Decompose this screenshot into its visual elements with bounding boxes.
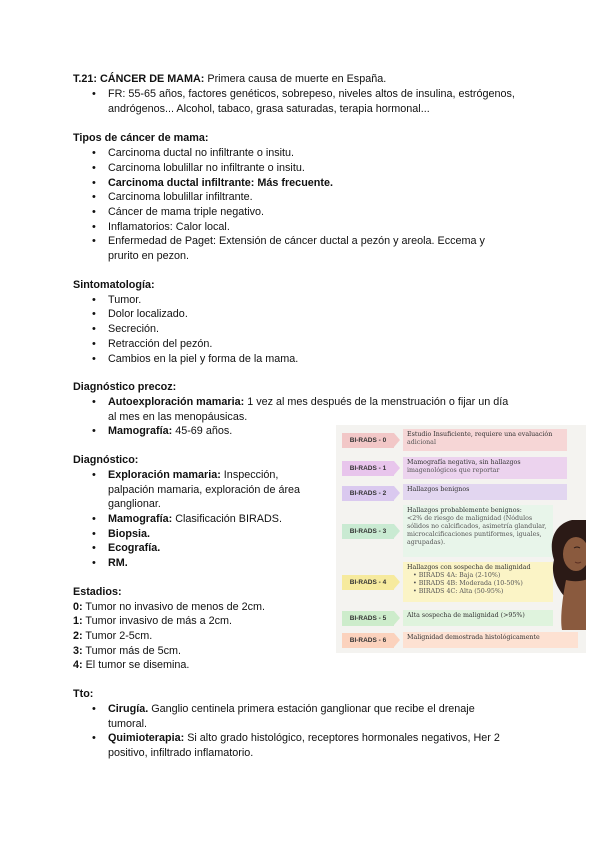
list-item-cont: palpación mamaria, exploración de área — [108, 484, 301, 496]
birads-tag-6: BI-RADS - 6 — [342, 633, 394, 648]
list-item: Ecografía. — [108, 542, 161, 554]
list-item: Secreción. — [108, 323, 160, 335]
section-heading-sintomatologia: Sintomatología: — [73, 279, 155, 291]
list-item-cont: tumoral. — [108, 718, 148, 730]
birads-box-5: Alta sospecha de malignidad (>95%) — [403, 610, 553, 626]
stage-item: 3: Tumor más de 5cm. — [73, 645, 182, 657]
birads-tag-1: BI-RADS - 1 — [342, 461, 394, 476]
list-item: Tumor. — [108, 294, 142, 306]
birads-box-0: Estudio Insuficiente, requiere una evaluación adicional — [403, 429, 567, 451]
section-heading-estadios: Estadios: — [73, 586, 122, 598]
section-heading-tto: Tto: — [73, 688, 94, 700]
list-item: Quimioterapia: Si alto grado histológico, receptores hormonales negativos, Her 2 — [108, 732, 500, 744]
list-item: Carcinoma lobulillar infiltrante. — [108, 191, 253, 203]
list-item: Mamografía: 45-69 años. — [108, 425, 233, 437]
list-item: Exploración mamaria: Inspección, — [108, 469, 279, 481]
birads-infographic — [336, 425, 586, 653]
list-item: Mamografía: Clasificación BIRADS. — [108, 513, 283, 525]
list-item: Carcinoma ductal infiltrante: Más frecuente. — [108, 177, 333, 189]
list-item: Dolor localizado. — [108, 308, 188, 320]
birads-box-6: Malignidad demostrada histológicamente — [403, 632, 578, 648]
list-item: Autoexploración mamaria: 1 vez al mes después de la menstruación o fijar un día — [108, 396, 509, 408]
birads-box-2: Hallazgos benignos — [403, 484, 567, 500]
list-item: Retracción del pezón. — [108, 338, 213, 350]
list-item: Cáncer de mama triple negativo. — [108, 206, 265, 218]
stage-item: 0: Tumor no invasivo de menos de 2cm. — [73, 601, 266, 613]
birads-tag-0: BI-RADS - 0 — [342, 433, 394, 448]
list-item-cont: al mes en las menopáusicas. — [108, 411, 248, 423]
birads-tag-5: BI-RADS - 5 — [342, 611, 394, 626]
list-item-cont: prurito en pezon. — [108, 250, 190, 262]
woman-illustration-icon — [544, 520, 586, 630]
list-item: Biopsia. — [108, 528, 150, 540]
stage-item: 1: Tumor invasivo de más a 2cm. — [73, 615, 233, 627]
stage-item: 4: El tumor se disemina. — [73, 659, 190, 671]
birads-tag-2: BI-RADS - 2 — [342, 486, 394, 501]
birads-tag-3: BI-RADS - 3 — [342, 524, 394, 539]
list-item: Cirugía. Ganglio centinela primera estación ganglionar que recibe el drenaje — [108, 703, 475, 715]
list-item-cont: positivo, infiltrado inflamatorio. — [108, 747, 254, 759]
birads-box-4: Hallazgos con sospecha de malignidad • BIRADS 4A: Baja (2-10%) • BIRADS 4B: Moderada (10-50%) • BIRADS 4C: Alta (50-95%) — [403, 562, 553, 602]
risk-factors-text: FR: 55-65 años, factores genéticos, sobrepeso, niveles altos de insulina, estrógenos, — [108, 88, 515, 100]
page-title: T.21: CÁNCER DE MAMA: Primera causa de muerte en España. — [73, 73, 387, 85]
list-item: Carcinoma ductal no infiltrante o insitu. — [108, 147, 295, 159]
list-item: RM. — [108, 557, 128, 569]
stage-item: 2: Tumor 2-5cm. — [73, 630, 153, 642]
birads-box-1: Mamografía negativa, sin hallazgos imagenológicos que reportar — [403, 457, 567, 479]
section-heading-diagnostico: Diagnóstico: — [73, 454, 139, 466]
birads-box-3: Hallazgos probablemente benignos: <2% de riesgo de malignidad (Nódulos sólidos no calcificados, asimetría glandular, microcalcificaciones puntiformes, iguales, agrupadas). — [403, 505, 553, 557]
list-item: Enfermedad de Paget: Extensión de cáncer ductal a pezón y areola. Eccema y — [108, 235, 485, 247]
section-heading-precoz: Diagnóstico precoz: — [73, 381, 177, 393]
section-heading-tipos: Tipos de cáncer de mama: — [73, 132, 209, 144]
list-item: Cambios en la piel y forma de la mama. — [108, 353, 299, 365]
list-item: Carcinoma lobulillar no infiltrante o insitu. — [108, 162, 305, 174]
list-item: Inflamatorios: Calor local. — [108, 221, 230, 233]
list-item-cont: ganglionar. — [108, 498, 161, 510]
risk-factors-text-cont: andrógenos... Alcohol, tabaco, grasa saturadas, terapia hormonal... — [108, 103, 430, 115]
birads-tag-4: BI-RADS - 4 — [342, 575, 394, 590]
